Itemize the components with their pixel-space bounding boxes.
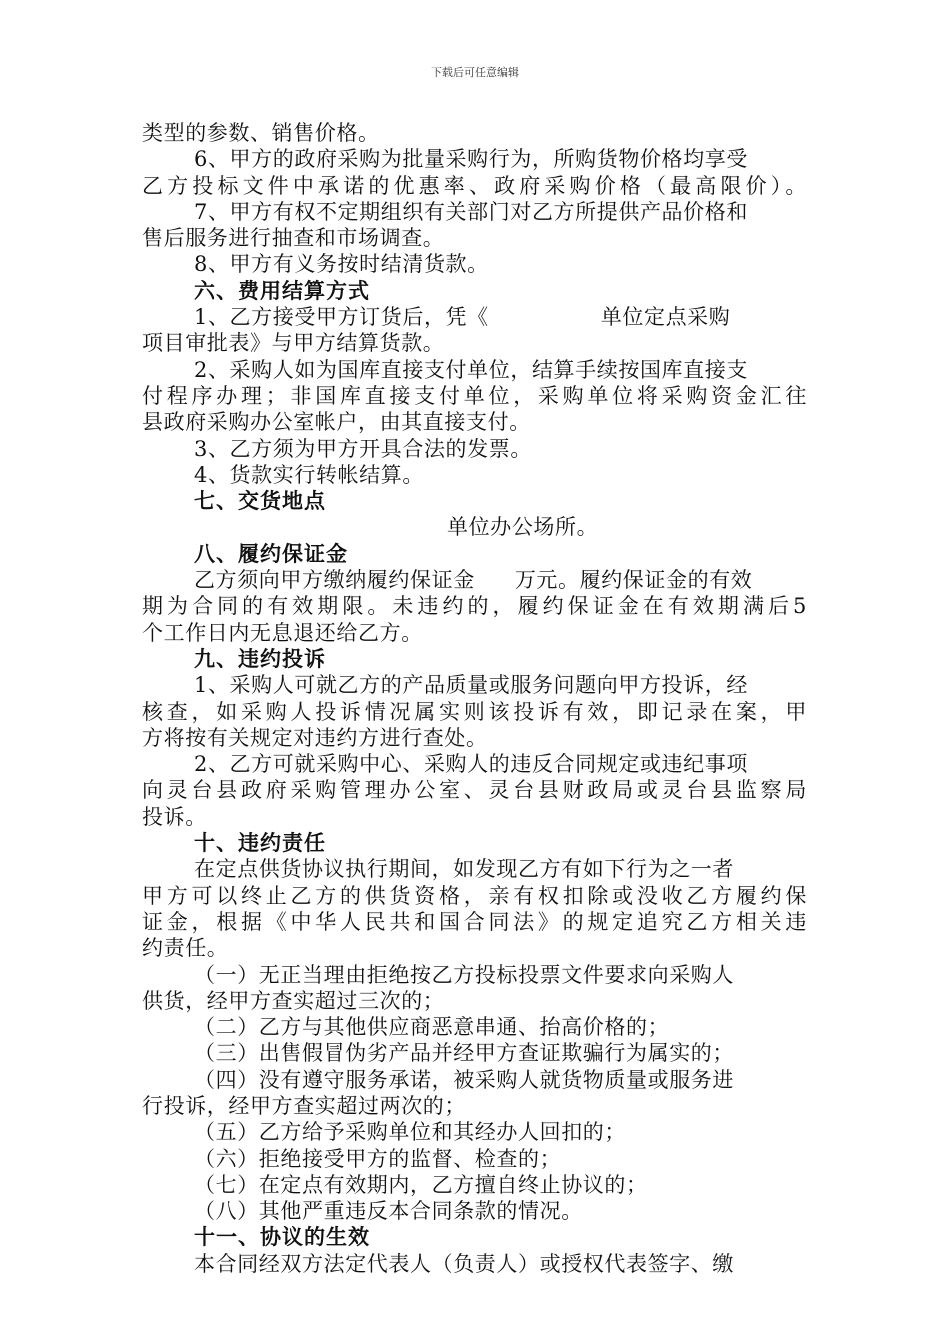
page-header: 下载后可任意编辑 [431,66,519,79]
paragraph-line: （五）乙方给予采购单位和其经办人回扣的； [194,1120,626,1145]
text-segment: 万元。履约保证金的有效 [514,568,753,593]
paragraph-line: 向灵台县政府采购管理办公室、灵台县财政局或灵台县监察局 [142,778,807,803]
section-heading: 九、违约投诉 [194,645,326,671]
paragraph-line: 付程序办理；非国库直接支付单位，采购单位将采购资金汇往 [142,383,807,408]
paragraph-line: （三）出售假冒伪劣产品并经甲方查证欺骗行为属实的； [194,1041,734,1066]
paragraph-line: 1、采购人可就乙方的产品质量或服务问题向甲方投诉，经 [194,673,748,698]
paragraph-line: 约责任。 [142,936,229,961]
paragraph-line: 甲方可以终止乙方的供货资格，亲有权扣除或没收乙方履约保 [142,883,807,908]
paragraph-line: 单位办公场所。 [447,515,599,540]
paragraph-line: 方将按有关规定对违约方进行查处。 [142,725,488,750]
paragraph-line: （四）没有遵守服务承诺，被采购人就货物质量或服务进 [194,1067,734,1092]
paragraph-line: 8、甲方有义务按时结清货款。 [194,252,489,277]
paragraph-line: 售后服务进行抽查和市场调查。 [142,226,445,251]
paragraph-line [142,304,807,330]
paragraph-line: 本合同经双方法定代表人（负责人）或授权代表签字、缴 [194,1251,734,1276]
document-body [142,120,807,1277]
paragraph-line: 项目审批表》与甲方结算货款。 [142,331,445,356]
paragraph-line: （六）拒绝接受甲方的监督、检查的； [194,1146,562,1171]
paragraph-line: 投诉。 [142,804,207,829]
paragraph-line: 在定点供货协议执行期间，如发现乙方有如下行为之一者 [194,857,734,882]
section-heading: 十、违约责任 [194,830,326,856]
paragraph-line: 4、货款实行转帐结算。 [194,462,424,487]
paragraph-line: 供货，经甲方查实超过三次的； [142,988,445,1013]
text-segment: 单位定点采购 [600,305,731,330]
section-heading: 八、履约保证金 [194,540,348,566]
paragraph-line: （七）在定点有效期内，乙方擅自终止协议的； [194,1172,648,1197]
paragraph-line: 证金，根据《中华人民共和国合同法》的规定追究乙方相关违 [142,909,807,934]
paragraph-line: 个工作日内无息退还给乙方。 [142,620,423,645]
paragraph-line: （二）乙方与其他供应商恶意串通、抬高价格的； [194,1015,670,1040]
section-heading: 六、费用结算方式 [194,277,370,303]
paragraph-line: 核查，如采购人投诉情况属实则该投诉有效，即记录在案，甲 [142,699,807,724]
paragraph-line: 行投诉，经甲方查实超过两次的； [142,1093,466,1118]
text-segment: 乙方须向甲方缴纳履约保证金 [194,568,475,593]
paragraph-line [142,567,807,593]
paragraph-line: 2、采购人如为国库直接支付单位，结算手续按国库直接支 [194,357,748,382]
paragraph-line: 6、甲方的政府采购为批量采购行为，所购货物价格均享受 [194,147,748,172]
paragraph-line: 期为合同的有效期限。未违约的，履约保证金在有效期满后5 [142,594,807,619]
text-segment: 1、乙方接受甲方订货后，凭《 [194,305,489,330]
paragraph-line: 7、甲方有权不定期组织有关部门对乙方所提供产品价格和 [194,199,748,224]
paragraph-line: 县政府采购办公室帐户，由其直接支付。 [142,410,531,435]
paragraph-line: （八）其他严重违反本合同条款的情况。 [194,1199,583,1224]
paragraph-line: 2、乙方可就采购中心、采购人的违反合同规定或违纪事项 [194,752,748,777]
paragraph-line: （一）无正当理由拒绝按乙方投标投票文件要求向采购人 [194,962,734,987]
paragraph-line: 类型的参数、销售价格。 [142,121,380,145]
paragraph-line: 3、乙方须为甲方开具合法的发票。 [194,436,532,461]
section-heading: 七、交货地点 [194,488,326,514]
paragraph-line: 乙方投标文件中承诺的优惠率、政府采购价格（最高限价）。 [142,173,807,198]
section-heading: 十一、协议的生效 [194,1224,370,1250]
